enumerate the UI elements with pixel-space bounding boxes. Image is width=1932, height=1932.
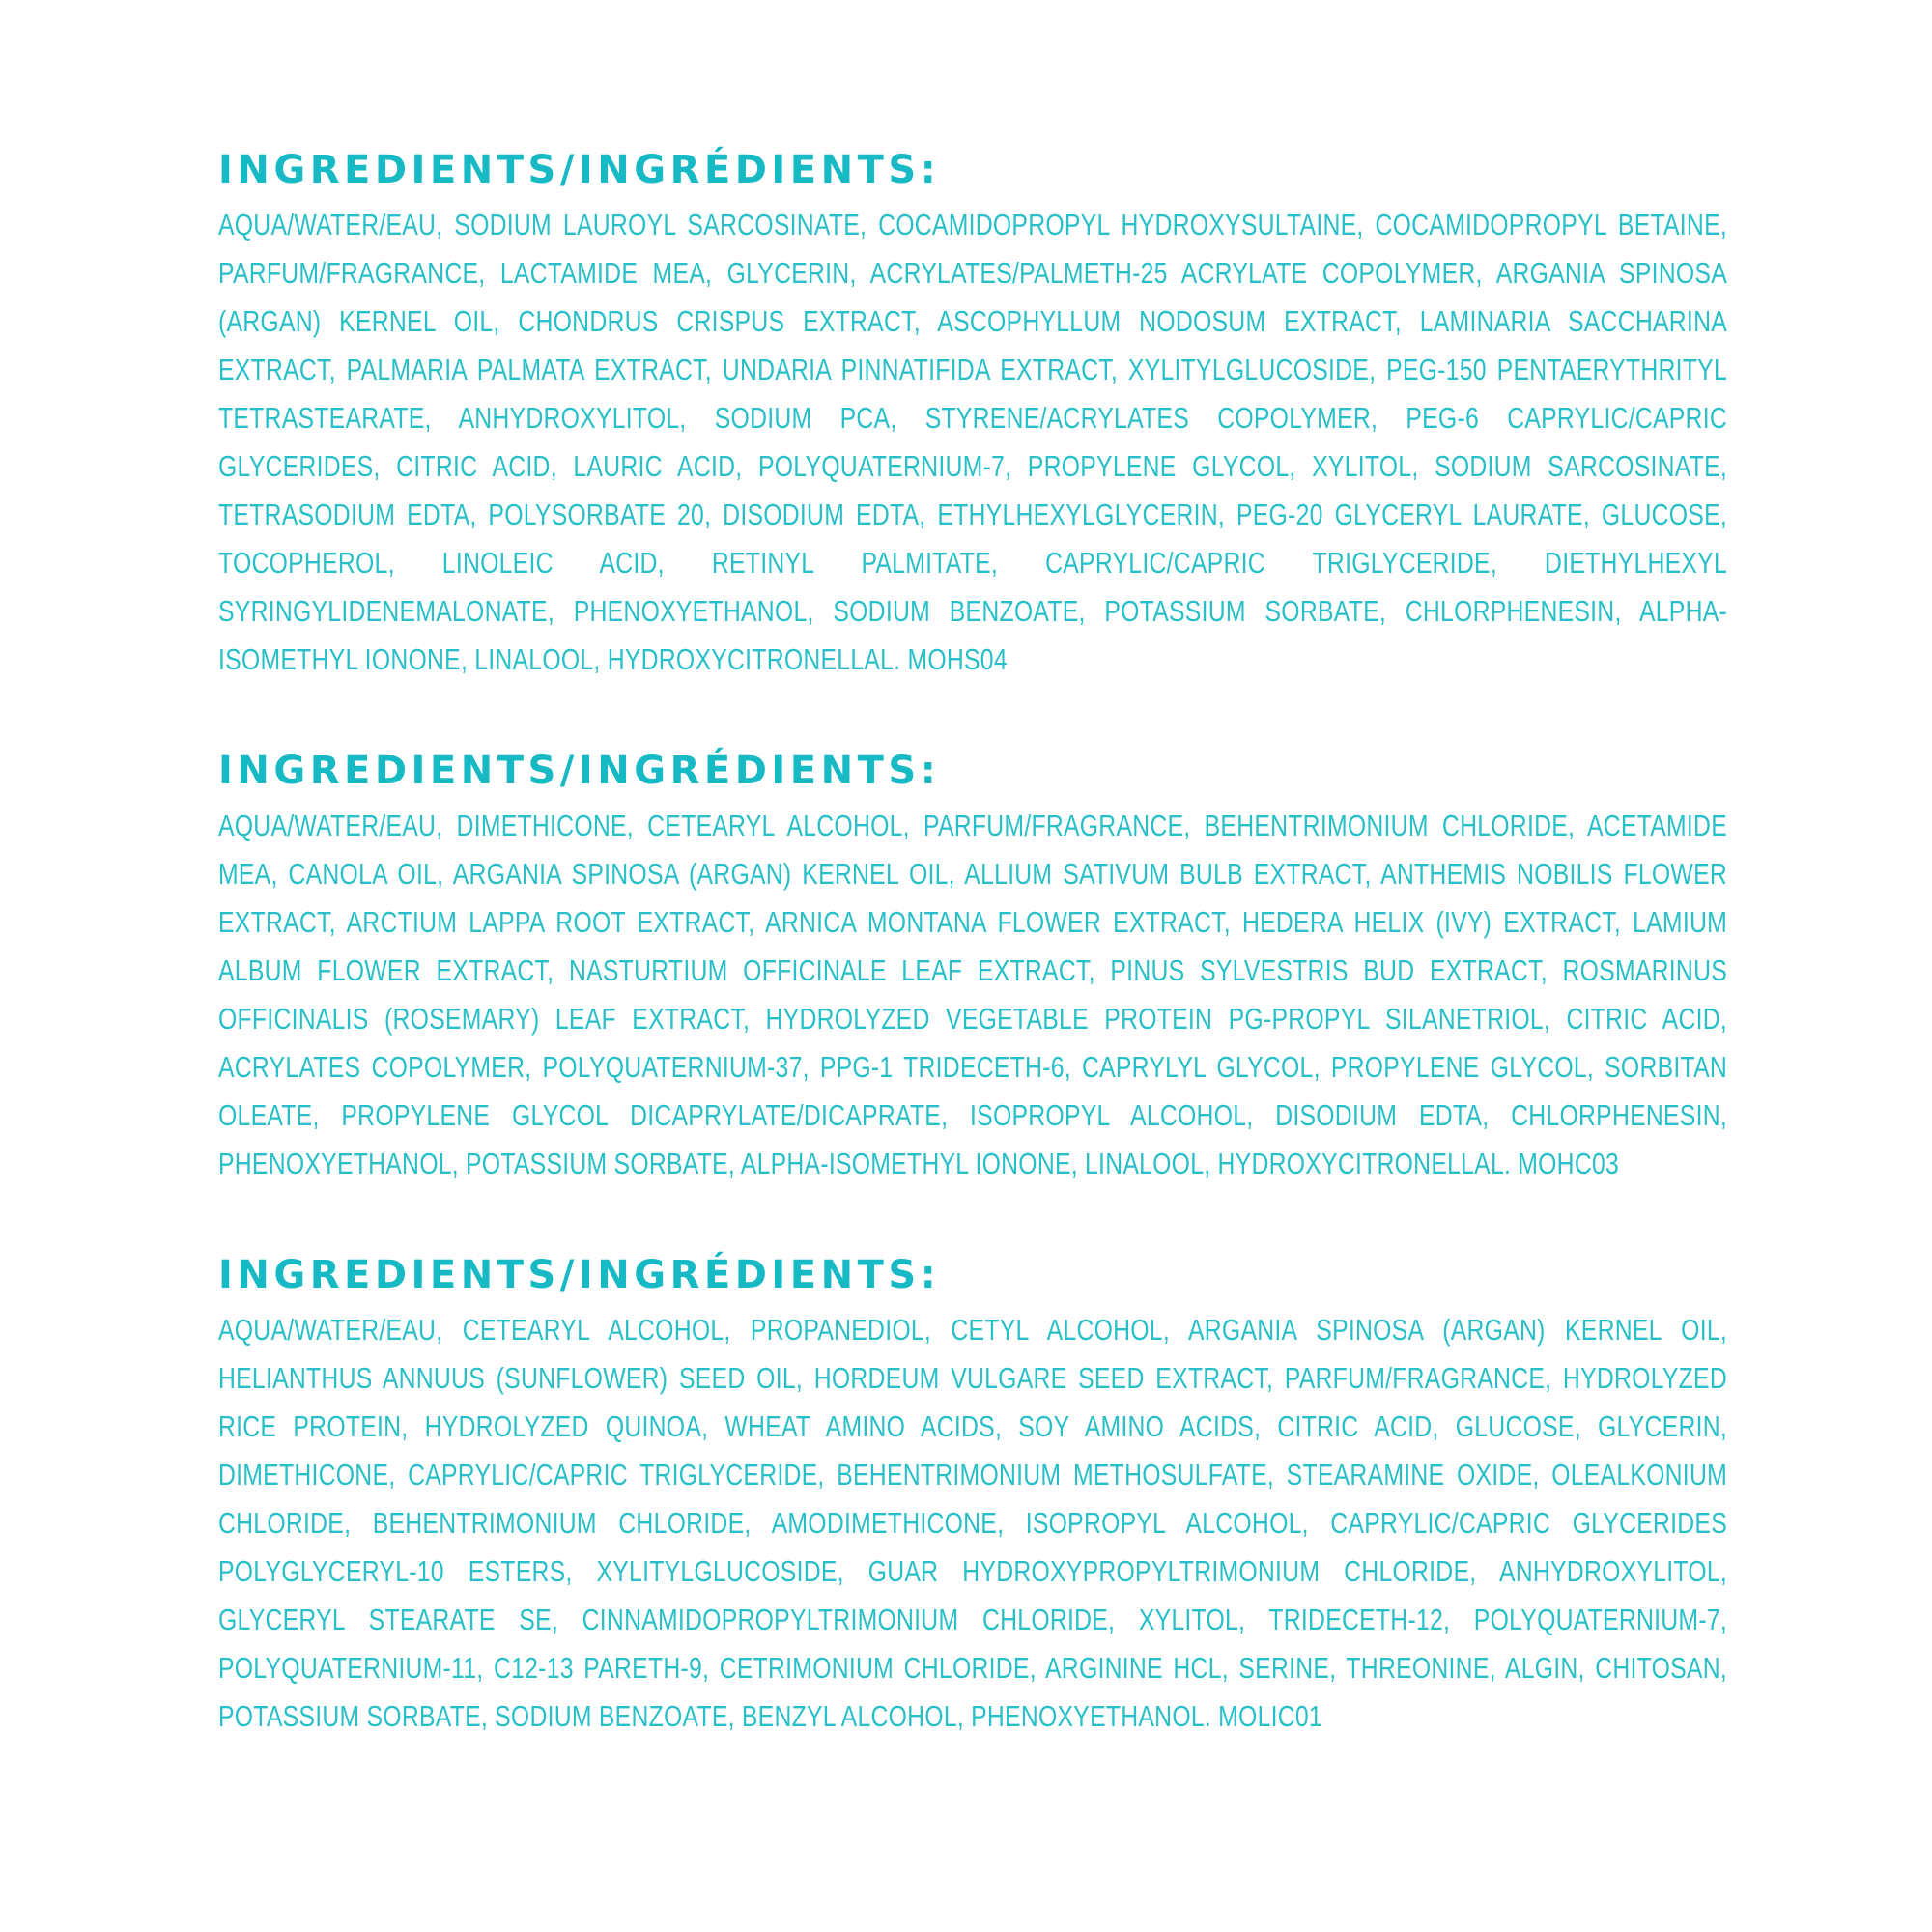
section-heading: INGREDIENTS/INGRÉDIENTS: bbox=[218, 148, 941, 192]
ingredients-section-1 bbox=[218, 143, 1727, 684]
section-heading: INGREDIENTS/INGRÉDIENTS: bbox=[218, 1253, 941, 1297]
ingredients-list: AQUA/WATER/EAU, DIMETHICONE, CETEARYL ALCOHOL, PARFUM/FRAGRANCE, BEHENTRIMONIUM CHLORIDE, ACETAMIDE MEA, CANOLA OIL, ARGANIA SPINOSA (ARGAN) KERNEL OIL, ALLIUM SATIVUM BULB EXTRACT, ANTHEMIS NOBILIS FLOWER EXTRACT, ARCTIUM LAPPA ROOT EXTRACT, ARNICA MONTANA FLOWER EXTRACT, HEDERA HELIX (IVY) EXTRACT, LAMIUM ALBUM FLOWER EXTRACT, NASTURTIUM OFFICINALE LEAF EXTRACT, PINUS SYLVESTRIS BUD EXTRACT, ROSMARINUS OFFICINALIS (ROSEMARY) LEAF EXTRACT, HYDROLYZED VEGETABLE PROTEIN PG-PROPYL SILANETRIOL, CITRIC ACID, ACRYLATES COPOLYMER, POLYQUATERNIUM-37, PPG-1 TRIDECETH-6, CAPRYLYL GLYCOL, PROPYLENE GLYCOL, SORBITAN OLEATE, PROPYLENE GLYCOL DICAPRYLATE/DICAPRATE, ISOPROPYL ALCOHOL, DISODIUM EDTA, CHLORPHENESIN, PHENOXYETHANOL, POTASSIUM SORBATE, ALPHA-ISOMETHYL IONONE, LINALOOL, HYDROXYCITRONELLAL. MOHC03 bbox=[218, 809, 1727, 1180]
ingredients-section-2 bbox=[218, 744, 1727, 1188]
ingredients-section-3 bbox=[218, 1248, 1727, 1741]
ingredients-panel bbox=[218, 143, 1727, 1741]
ingredients-list: AQUA/WATER/EAU, CETEARYL ALCOHOL, PROPANEDIOL, CETYL ALCOHOL, ARGANIA SPINOSA (ARGAN) KERNEL OIL, HELIANTHUS ANNUUS (SUNFLOWER) SEED OIL, HORDEUM VULGARE SEED EXTRACT, PARFUM/FRAGRANCE, HYDROLYZED RICE PROTEIN, HYDROLYZED QUINOA, WHEAT AMINO ACIDS, SOY AMINO ACIDS, CITRIC ACID, GLUCOSE, GLYCERIN, DIMETHICONE, CAPRYLIC/CAPRIC TRIGLYCERIDE, BEHENTRIMONIUM METHOSULFATE, STEARAMINE OXIDE, OLEALKONIUM CHLORIDE, BEHENTRIMONIUM CHLORIDE, AMODIMETHICONE, ISOPROPYL ALCOHOL, CAPRYLIC/CAPRIC GLYCERIDES POLYGLYCERYL-10 ESTERS, XYLITYLGLUCOSIDE, GUAR HYDROXYPROPYLTRIMONIUM CHLORIDE, ANHYDROXYLITOL, GLYCERYL STEARATE SE, CINNAMIDOPROPYLTRIMONIUM CHLORIDE, XYLITOL, TRIDECETH-12, POLYQUATERNIUM-7, POLYQUATERNIUM-11, C12-13 PARETH-9, CETRIMONIUM CHLORIDE, ARGININE HCL, SERINE, THREONINE, ALGIN, CHITOSAN, POTASSIUM SORBATE, SODIUM BENZOATE, BENZYL ALCOHOL, PHENOXYETHANOL. MOLIC01 bbox=[218, 1313, 1727, 1733]
ingredients-list: AQUA/WATER/EAU, SODIUM LAUROYL SARCOSINATE, COCAMIDOPROPYL HYDROXYSULTAINE, COCAMIDOPROPYL BETAINE, PARFUM/FRAGRANCE, LACTAMIDE MEA, GLYCERIN, ACRYLATES/PALMETH-25 ACRYLATE COPOLYMER, ARGANIA SPINOSA (ARGAN) KERNEL OIL, CHONDRUS CRISPUS EXTRACT, ASCOPHYLLUM NODOSUM EXTRACT, LAMINARIA SACCHARINA EXTRACT, PALMARIA PALMATA EXTRACT, UNDARIA PINNATIFIDA EXTRACT, XYLITYLGLUCOSIDE, PEG-150 PENTAERYTHRITYL TETRASTEARATE, ANHYDROXYLITOL, SODIUM PCA, STYRENE/ACRYLATES COPOLYMER, PEG-6 CAPRYLIC/CAPRIC GLYCERIDES, CITRIC ACID, LAURIC ACID, POLYQUATERNIUM-7, PROPYLENE GLYCOL, XYLITOL, SODIUM SARCOSINATE, TETRASODIUM EDTA, POLYSORBATE 20, DISODIUM EDTA, ETHYLHEXYLGLYCERIN, PEG-20 GLYCERYL LAURATE, GLUCOSE, TOCOPHEROL, LINOLEIC ACID, RETINYL PALMITATE, CAPRYLIC/CAPRIC TRIGLYCERIDE, DIETHYLHEXYL SYRINGYLIDENEMALONATE, PHENOXYETHANOL, SODIUM BENZOATE, POTASSIUM SORBATE, CHLORPHENESIN, ALPHA-ISOMETHYL IONONE, LINALOOL, HYDROXYCITRONELLAL. MOHS04 bbox=[218, 208, 1727, 676]
section-heading: INGREDIENTS/INGRÉDIENTS: bbox=[218, 749, 941, 793]
